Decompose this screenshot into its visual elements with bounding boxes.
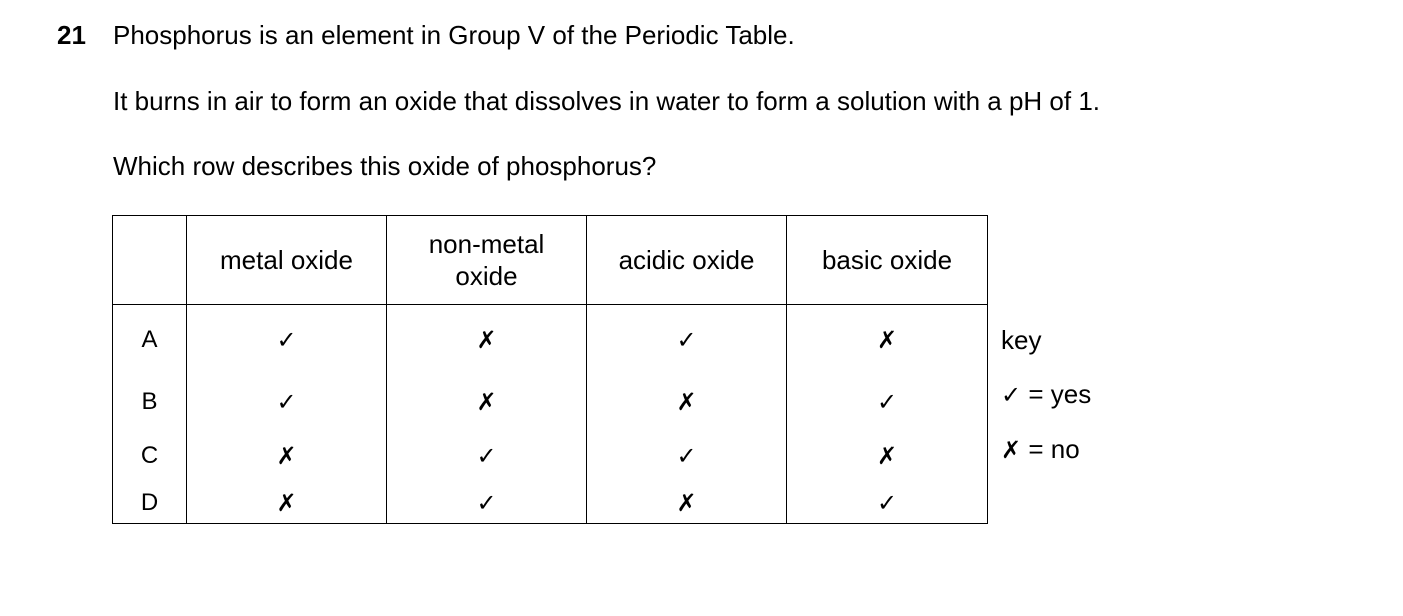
key-yes-text: = yes [1021,379,1092,409]
table-row [113,483,988,524]
cell-d-metal-oxide: ✗ [187,483,387,524]
cell-c-non-metal-oxide: ✓ [387,429,587,483]
key-yes [1001,377,1091,412]
header-acidic-oxide-text: acidic oxide [618,245,755,275]
header-non-metal-oxide-line-2: oxide [455,261,518,291]
header-blank [113,216,187,305]
cell-c-acidic-oxide: ✓ [587,429,787,483]
header-metal-oxide [187,216,387,305]
cell-a-metal-oxide: ✓ [187,305,387,376]
question-number: 21 [57,20,86,50]
cross-icon: ✗ [1001,436,1022,464]
row-label-a: A [113,305,187,376]
header-basic-oxide [787,216,988,305]
cell-c-basic-oxide: ✗ [787,429,988,483]
header-metal-oxide-text: metal oxide [220,245,353,275]
question-stem-line-1: Phosphorus is an element in Group V of the Periodic Table. [113,20,795,50]
cell-d-basic-oxide: ✓ [787,483,988,524]
key-no [1001,432,1080,467]
key-no-text: = no [1021,434,1080,464]
cell-d-acidic-oxide: ✗ [587,483,787,524]
tick-icon: ✓ [1001,381,1022,409]
cell-b-acidic-oxide: ✗ [587,375,787,429]
question-stem-line-2: It burns in air to form an oxide that dissolves in water to form a solution with a pH of 1. [113,86,1101,116]
row-label-d: D [113,483,187,524]
table-row [113,305,988,376]
table-row [113,429,988,483]
cell-c-metal-oxide: ✗ [187,429,387,483]
row-label-c: C [113,429,187,483]
table-header-row [113,216,988,305]
cell-a-acidic-oxide: ✓ [587,305,787,376]
cell-d-non-metal-oxide: ✓ [387,483,587,524]
table-row [113,375,988,429]
header-acidic-oxide [587,216,787,305]
cell-b-metal-oxide: ✓ [187,375,387,429]
cell-b-non-metal-oxide: ✗ [387,375,587,429]
cell-a-basic-oxide: ✗ [787,305,988,376]
question-prompt: Which row describes this oxide of phosphorus? [113,151,657,181]
options-table [112,215,988,524]
key-title: key [1001,325,1042,355]
header-basic-oxide-text: basic oxide [821,245,953,275]
header-non-metal-oxide-line-1: non-metal [428,229,545,259]
header-non-metal-oxide [387,216,587,305]
row-label-b: B [113,375,187,429]
cell-a-non-metal-oxide: ✗ [387,305,587,376]
cell-b-basic-oxide: ✓ [787,375,988,429]
